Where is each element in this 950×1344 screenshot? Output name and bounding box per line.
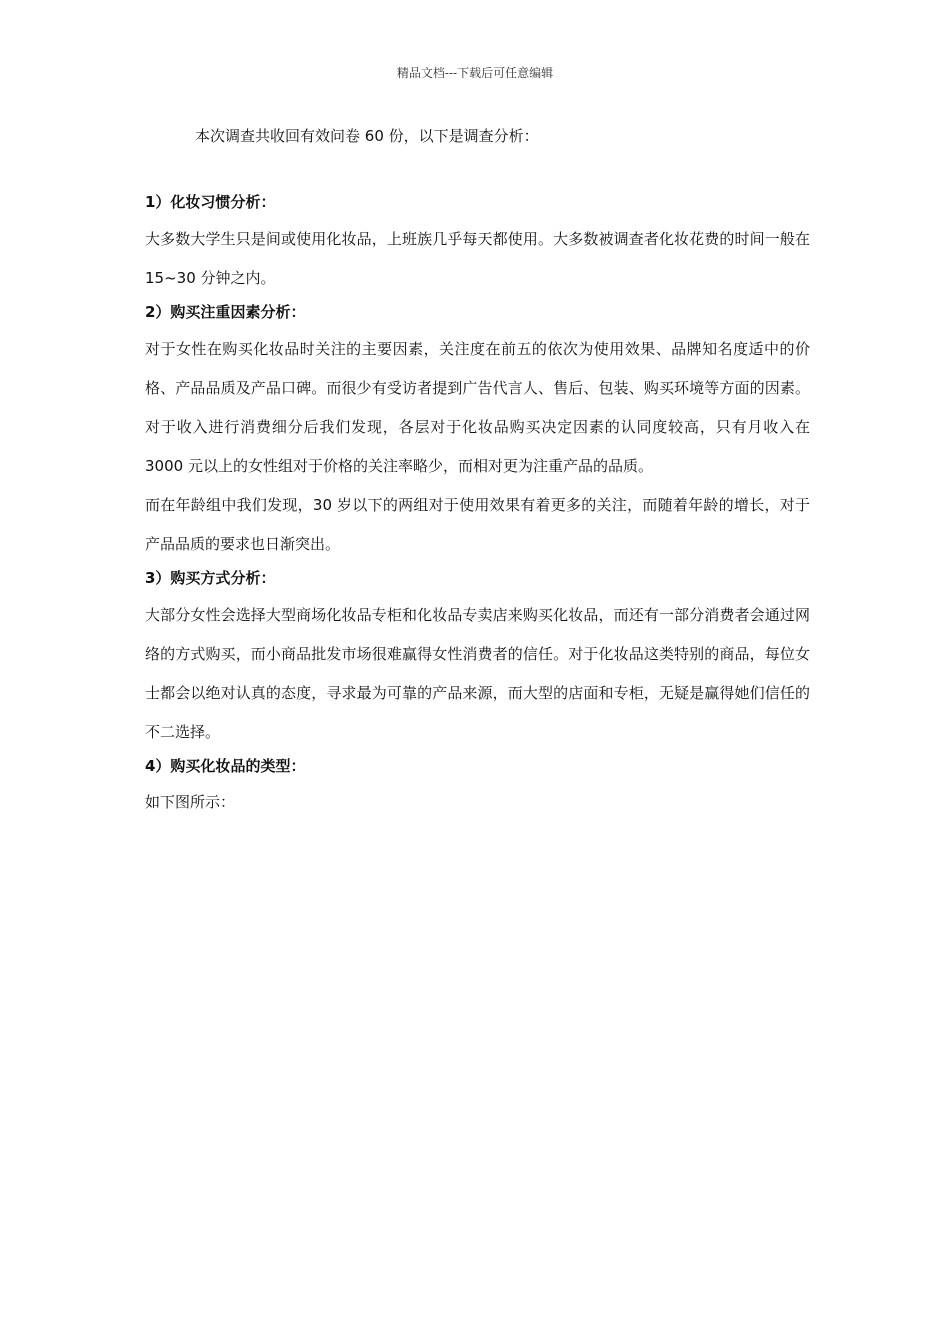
section-paragraph: 大部分女性会选择大型商场化妆品专柜和化妆品专卖店来购买化妆品，而还有一部分消费者会通过网络的方式购买，而小商品批发市场很难赢得女性消费者的信任。对于化妆品这类特别的商品，每位女士都会以绝对认真的态度，寻求最为可靠的产品来源，而大型的店面和专柜，无疑是赢得她们信任的不二选择。 bbox=[145, 606, 810, 741]
section-heading: 1）化妆习惯分析： bbox=[145, 193, 276, 211]
intro-paragraph: 本次调查共收回有效问卷 60 份，以下是调查分析： bbox=[195, 127, 539, 145]
section-3 bbox=[145, 564, 810, 752]
section-heading: 4）购买化妆品的类型： bbox=[145, 757, 306, 775]
section-paragraph: 而在年龄组中我们发现，30 岁以下的两组对于使用效果有着更多的关注，而随着年龄的增长，对于产品品质的要求也日渐突出。 bbox=[145, 496, 810, 553]
section-paragraph: 大多数大学生只是间或使用化妆品，上班族几乎每天都使用。大多数被调查者化妆花费的时间一般在 15~30 分钟之内。 bbox=[145, 230, 810, 287]
section-heading: 2）购买注重因素分析： bbox=[145, 303, 306, 321]
document-body bbox=[145, 122, 810, 818]
section-paragraph: 对于女性在购买化妆品时关注的主要因素，关注度在前五的依次为使用效果、品牌知名度适中的价格、产品品质及产品口碑。而很少有受访者提到广告代言人、售后、包装、购买环境等方面的因素。对于收入进行消费细分后我们发现，各层对于化妆品购买决定因素的认同度较高，只有月收入在 3000 元以上的女性组对于价格的关注率略少，而相对更为注重产品的品质。 bbox=[145, 340, 810, 475]
section-paragraph: 如下图所示： bbox=[145, 793, 236, 811]
section-4 bbox=[145, 752, 810, 818]
section-1 bbox=[145, 188, 810, 298]
section-heading: 3）购买方式分析： bbox=[145, 569, 276, 587]
section-2 bbox=[145, 298, 810, 564]
header-note: 精品文档---下载后可任意编辑 bbox=[396, 66, 554, 80]
